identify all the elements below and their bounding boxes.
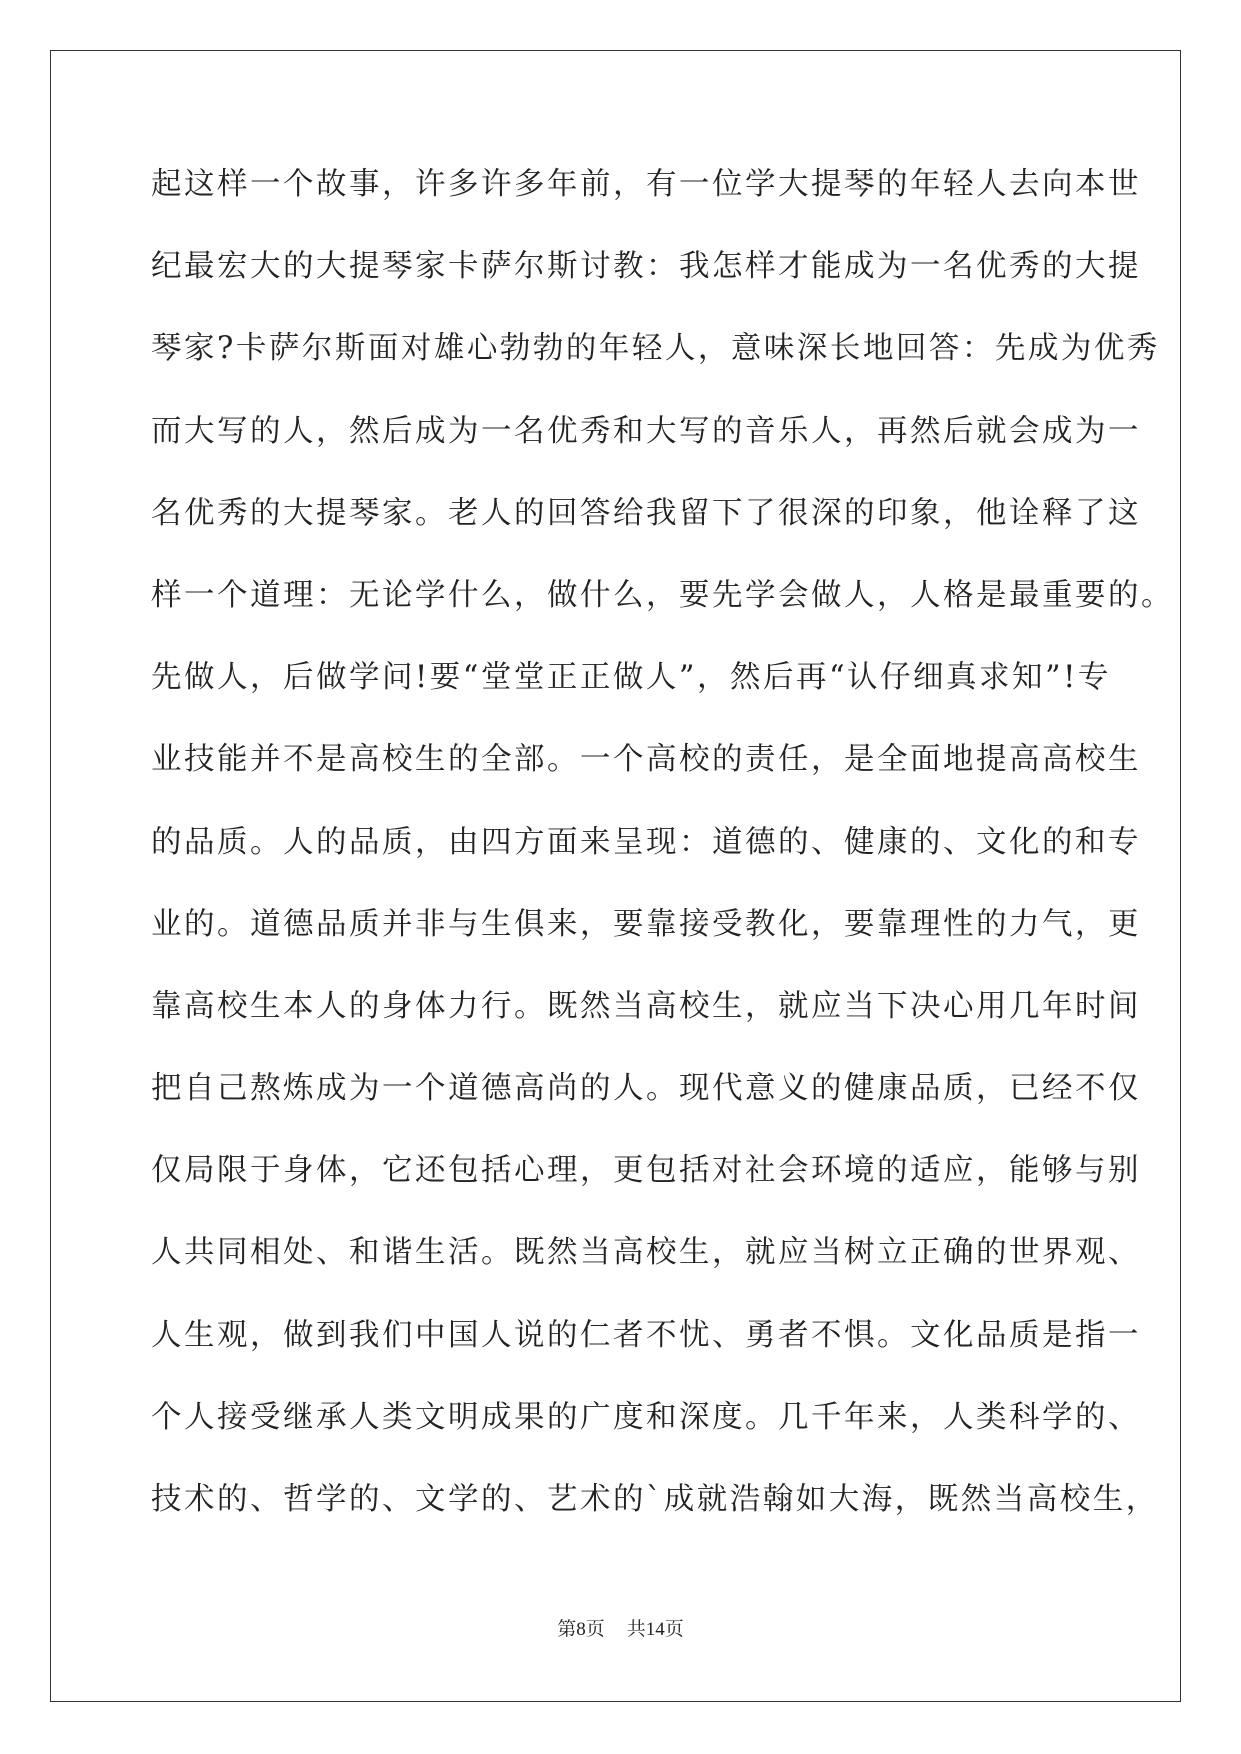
text-line: 技术的、哲学的、文学的、艺术的`成就浩翰如大海，既然当高校生， (151, 1482, 1159, 1517)
text-line: 纪最宏大的大提琴家卡萨尔斯讨教：我怎样才能成为一名优秀的大提 (151, 249, 1141, 285)
text-line: 业的。道德品质并非与生俱来，要靠接受教化，要靠理性的力气，更 (151, 906, 1141, 942)
text-line: 样一个道理：无论学什么，做什么，要先学会做人，人格是最重要的。 (151, 577, 1174, 613)
page-footer (0, 1618, 1241, 1642)
text-line: 名优秀的大提琴家。老人的回答给我留下了很深的印象，他诠释了这 (151, 495, 1141, 531)
text-line: 人共同相处、和谐生活。既然当高校生，就应当树立正确的世界观、 (151, 1235, 1141, 1271)
current-page-number: 第8页 (557, 1619, 605, 1640)
text-line: 起这样一个故事，许多许多年前，有一位学大提琴的年轻人去向本世 (151, 167, 1141, 202)
text-line: 把自己熬炼成为一个道德高尚的人。现代意义的健康品质，已经不仅 (151, 1071, 1141, 1107)
text-line: 仅局限于身体，它还包括心理，更包括对社会环境的适应，能够与别 (151, 1153, 1141, 1189)
total-page-count: 共14页 (626, 1619, 684, 1640)
text-line: 靠高校生本人的身体力行。既然当高校生，就应当下决心用几年时间 (151, 988, 1141, 1024)
text-line: 琴家?卡萨尔斯面对雄心勃勃的年轻人，意味深长地回答：先成为优秀 (151, 331, 1160, 367)
text-line: 业技能并不是高校生的全部。一个高校的责任，是全面地提高高校生 (151, 742, 1141, 778)
text-line: 的品质。人的品质，由四方面来呈现：道德的、健康的、文化的和专 (151, 824, 1141, 860)
document-body (151, 162, 1174, 1559)
text-line: 个人接受继承人类文明成果的广度和深度。几千年来，人类科学的、 (151, 1399, 1141, 1435)
text-line: 先做人，后做学问!要“堂堂正正做人”，然后再“认仔细真求知”!专 (151, 660, 1111, 696)
text-line: 而大写的人，然后成为一名优秀和大写的音乐人，再然后就会成为一 (151, 413, 1141, 449)
text-line: 人生观，做到我们中国人说的仁者不忧、勇者不惧。文化品质是指一 (151, 1317, 1141, 1353)
